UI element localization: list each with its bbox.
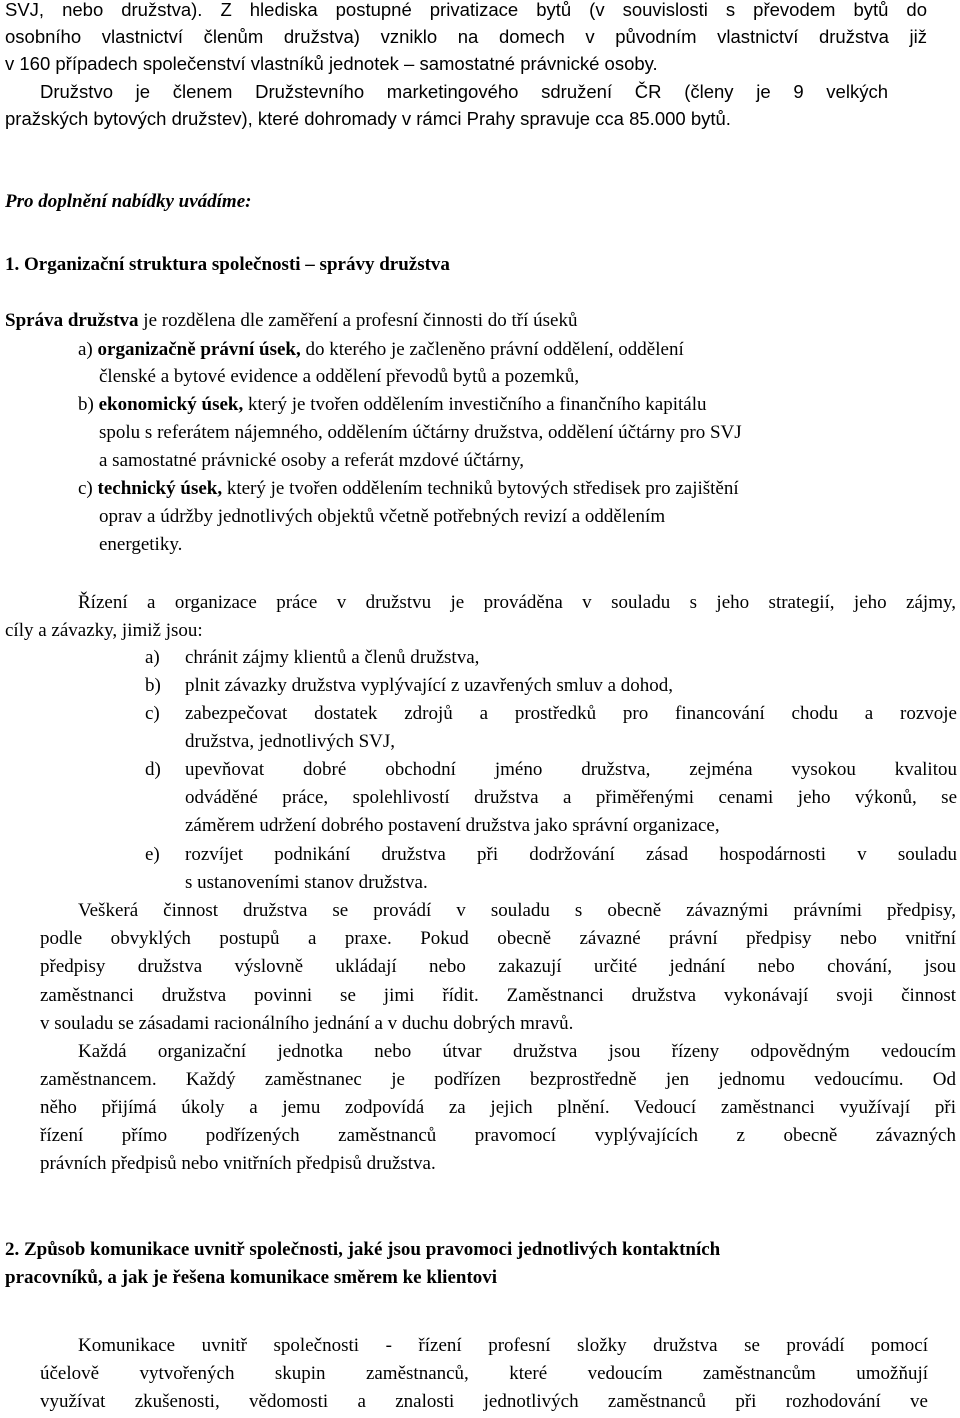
unit-name: organizačně právní úsek, <box>97 339 301 360</box>
goal-text: družstva, jednotlivých SVJ, <box>185 731 396 752</box>
goal-text: zabezpečovat dostatek zdrojů a prostředků pro financování chodu a rozvoje <box>185 703 957 724</box>
unit-c-cont: oprav a údržby jednotlivých objektů včetně potřebných revizí a oddělením <box>99 506 666 527</box>
heading-line: pracovníků, a jak je řešena komunikace směrem ke klientovi <box>5 1267 498 1288</box>
paragraph-line: zaměstnancem. Každý zaměstnanec je podřízen bezprostředně jen jednomu vedoucímu. Od <box>40 1069 956 1090</box>
unit-b <box>78 392 706 418</box>
unit-b-cont: a samostatné právnické osoby a referát mzdové účtárny, <box>99 450 525 471</box>
paragraph-line: právních předpisů nebo vnitřních předpisů družstva. <box>40 1153 436 1174</box>
mgmt-intro-line: cíly a závazky, jimiž jsou: <box>5 620 203 641</box>
intro-line: Družstvo je členem Družstevního marketingového sdružení ČR (členy je 9 velkých <box>40 81 888 102</box>
paragraph-line: Komunikace uvnitř společnosti - řízení profesní složky družstva se provádí pomocí <box>78 1335 928 1356</box>
intro-line: v 160 případech společenství vlastníků jednotek – samostatné právnické osoby. <box>5 53 658 74</box>
unit-marker: a) <box>78 339 98 360</box>
section-1-lead <box>5 308 578 334</box>
goal-text: upevňovat dobré obchodní jméno družstva, zejména vysokou kvalitou <box>185 759 957 780</box>
mgmt-intro-line: Řízení a organizace práce v družstvu je prováděna v souladu s jeho strategií, jeho zájmy, <box>78 592 956 613</box>
unit-text: který je tvořen oddělením techniků bytových středisek pro zajištění <box>222 478 739 499</box>
unit-c-cont: energetiky. <box>99 534 183 555</box>
unit-marker: b) <box>78 394 99 415</box>
goal-text: s ustanoveními stanov družstva. <box>185 872 428 893</box>
paragraph-line: využívat zkušenosti, vědomosti a znalosti jednotlivých zaměstnanců při rozhodování ve <box>40 1391 928 1412</box>
lead-rest: je rozdělena dle zaměření a profesní činnosti do tří úseků <box>138 310 578 331</box>
section-1-heading: 1. Organizační struktura společnosti – správy družstva <box>5 254 450 275</box>
goal-label: b) <box>145 675 161 696</box>
paragraph-line: řízení přímo podřízených zaměstnanců pravomocí vyplývajících z obecně závazných <box>40 1125 956 1146</box>
unit-a-cont: členské a bytové evidence a oddělení převodů bytů a pozemků, <box>99 366 580 387</box>
intro-line: pražských bytových družstev), které dohromady v rámci Prahy spravuje cca 85.000 bytů. <box>5 108 731 129</box>
goal-label: c) <box>145 703 160 724</box>
goal-text: rozvíjet podnikání družstva při dodržování zásad hospodárnosti v souladu <box>185 844 957 865</box>
unit-marker: c) <box>78 478 98 499</box>
intro-line: osobního vlastnictví členům družstva) vzniklo na domech v původním vlastnictví družstva již <box>5 26 927 47</box>
goal-text: odváděné práce, spolehlivostí družstva a přiměřenými cenami jeho výkonů, se <box>185 787 957 808</box>
paragraph-line: účelově vytvořených skupin zaměstnanců, které vedoucím zaměstnancům umožňují <box>40 1363 928 1384</box>
paragraph-line: podle obvyklých postupů a praxe. Pokud obecně závazné právní předpisy nebo vnitřní <box>40 928 956 949</box>
unit-name: ekonomický úsek, <box>98 394 244 415</box>
goal-text: záměrem udržení dobrého postavení družstva jako správní organizace, <box>185 815 720 836</box>
unit-c <box>78 476 739 502</box>
supplement-heading: Pro doplnění nabídky uvádíme: <box>5 191 252 212</box>
paragraph-line: v souladu se zásadami racionálního jednání a v duchu dobrých mravů. <box>40 1013 574 1034</box>
paragraph-line: Každá organizační jednotka nebo útvar družstva jsou řízeny odpovědným vedoucím <box>78 1041 956 1062</box>
goal-text: chránit zájmy klientů a členů družstva, <box>185 647 480 668</box>
heading-line: 2. Způsob komunikace uvnitř společnosti, jaké jsou pravomoci jednotlivých kontaktních <box>5 1239 721 1260</box>
unit-text: do kterého je začleněno právní oddělení, oddělení <box>300 339 684 360</box>
goal-label: a) <box>145 647 160 668</box>
unit-name: technický úsek, <box>97 478 223 499</box>
paragraph-line: Veškerá činnost družstva se provádí v souladu s obecně závaznými právními předpisy, <box>78 900 956 921</box>
goal-text: plnit závazky družstva vyplývající z uzavřených smluv a dohod, <box>185 675 674 696</box>
paragraph-line: něho přijímá úkoly a jemu zodpovídá za jejich plnění. Vedoucí zaměstnanci využívají při <box>40 1097 956 1118</box>
paragraph-line: předpisy družstva výslovně ukládají nebo zakazují určité jednání nebo chování, jsou <box>40 956 956 977</box>
unit-text: který je tvořen oddělením investičního a finančního kapitálu <box>243 394 707 415</box>
unit-a <box>78 337 684 363</box>
intro-line: SVJ, nebo družstva). Z hlediska postupné privatizace bytů (v souvislosti s převodem bytů do <box>5 0 927 20</box>
goal-label: d) <box>145 759 161 780</box>
unit-b-cont: spolu s referátem nájemného, oddělením účtárny družstva, oddělení účtárny pro SVJ <box>99 422 742 443</box>
paragraph-line: zaměstnanci družstva povinni se jimi řídit. Zaměstnanci družstva vykonávají svoji činnost <box>40 985 956 1006</box>
lead-bold: Správa družstva <box>5 310 139 331</box>
goal-label: e) <box>145 844 160 865</box>
